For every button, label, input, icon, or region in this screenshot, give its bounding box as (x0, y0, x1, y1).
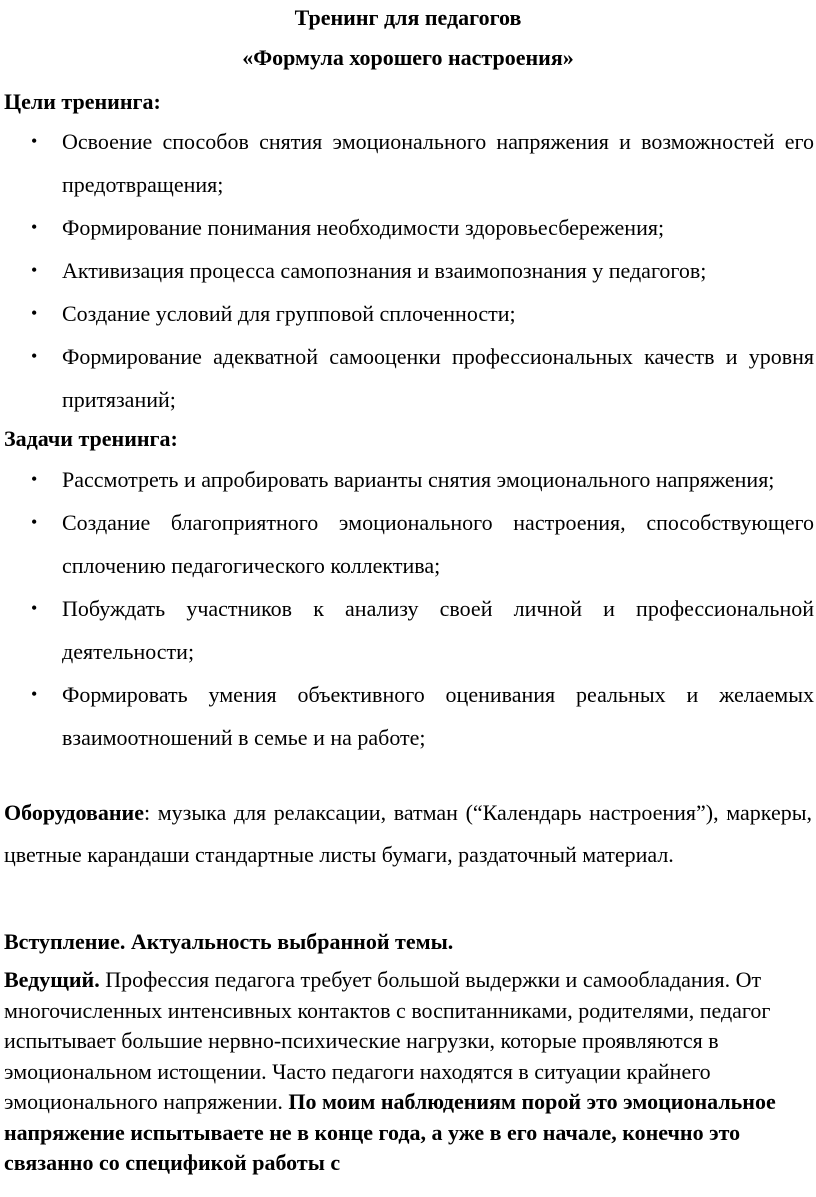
equipment-text: : музыка для релаксации, ватман (“Календарь настроения”), маркеры, цветные карандаши стандартные листы бумаги, раздаточный материал. (4, 800, 812, 867)
list-item: • Побуждать участников к анализу своей личной и профессиональной деятельности; (0, 587, 816, 673)
goals-list (0, 120, 816, 421)
host-label: Ведущий. (4, 967, 100, 992)
list-item: • Рассмотреть и апробировать варианты снятия эмоционального напряжения; (0, 458, 816, 501)
list-item: • Создание благоприятного эмоционального настроения, способствующего сплочению педагогического коллектива; (0, 501, 816, 587)
list-item: • Активизация процесса самопознания и взаимопознания у педагогов; (0, 249, 816, 292)
tasks-list (0, 458, 816, 759)
host-bold-text: По моим наблюдениям порой это эмоциональное напряжение испытываете не в конце года, а уже в его начале, конечно это связанно со спецификой работы с (4, 1089, 776, 1175)
goals-heading: Цели тренинга: (4, 89, 161, 114)
list-item: • Формирование понимания необходимости здоровьесбережения; (0, 206, 816, 249)
list-item: • Формировать умения объективного оценивания реальных и желаемых взаимоотношений в семье и на работе; (0, 673, 816, 759)
equipment-paragraph (4, 792, 812, 876)
title-line-2: «Формула хорошего настроения» (242, 45, 574, 70)
list-item: • Формирование адекватной самооценки профессиональных качеств и уровня притязаний; (0, 335, 816, 421)
list-item: • Освоение способов снятия эмоционального напряжения и возможностей его предотвращения; (0, 120, 816, 206)
equipment-label: Оборудование (4, 800, 144, 825)
title-line-1: Тренинг для педагогов (294, 5, 522, 30)
intro-heading: Вступление. Актуальность выбранной темы. (4, 929, 454, 954)
list-item: • Создание условий для групповой сплоченности; (0, 292, 816, 335)
host-text: Профессия педагога требует большой выдержки и самообладания. От многочисленных интенсивных контактов с воспитанниками, родителями, педагог испытывает большие нервно-психические нагрузки, которые проявляются в эмоциональном истощении. Часто педагоги находятся в ситуации крайнего эмоционального напряжении. (4, 967, 771, 1114)
host-paragraph (4, 965, 812, 1179)
tasks-heading: Задачи тренинга: (4, 426, 178, 451)
